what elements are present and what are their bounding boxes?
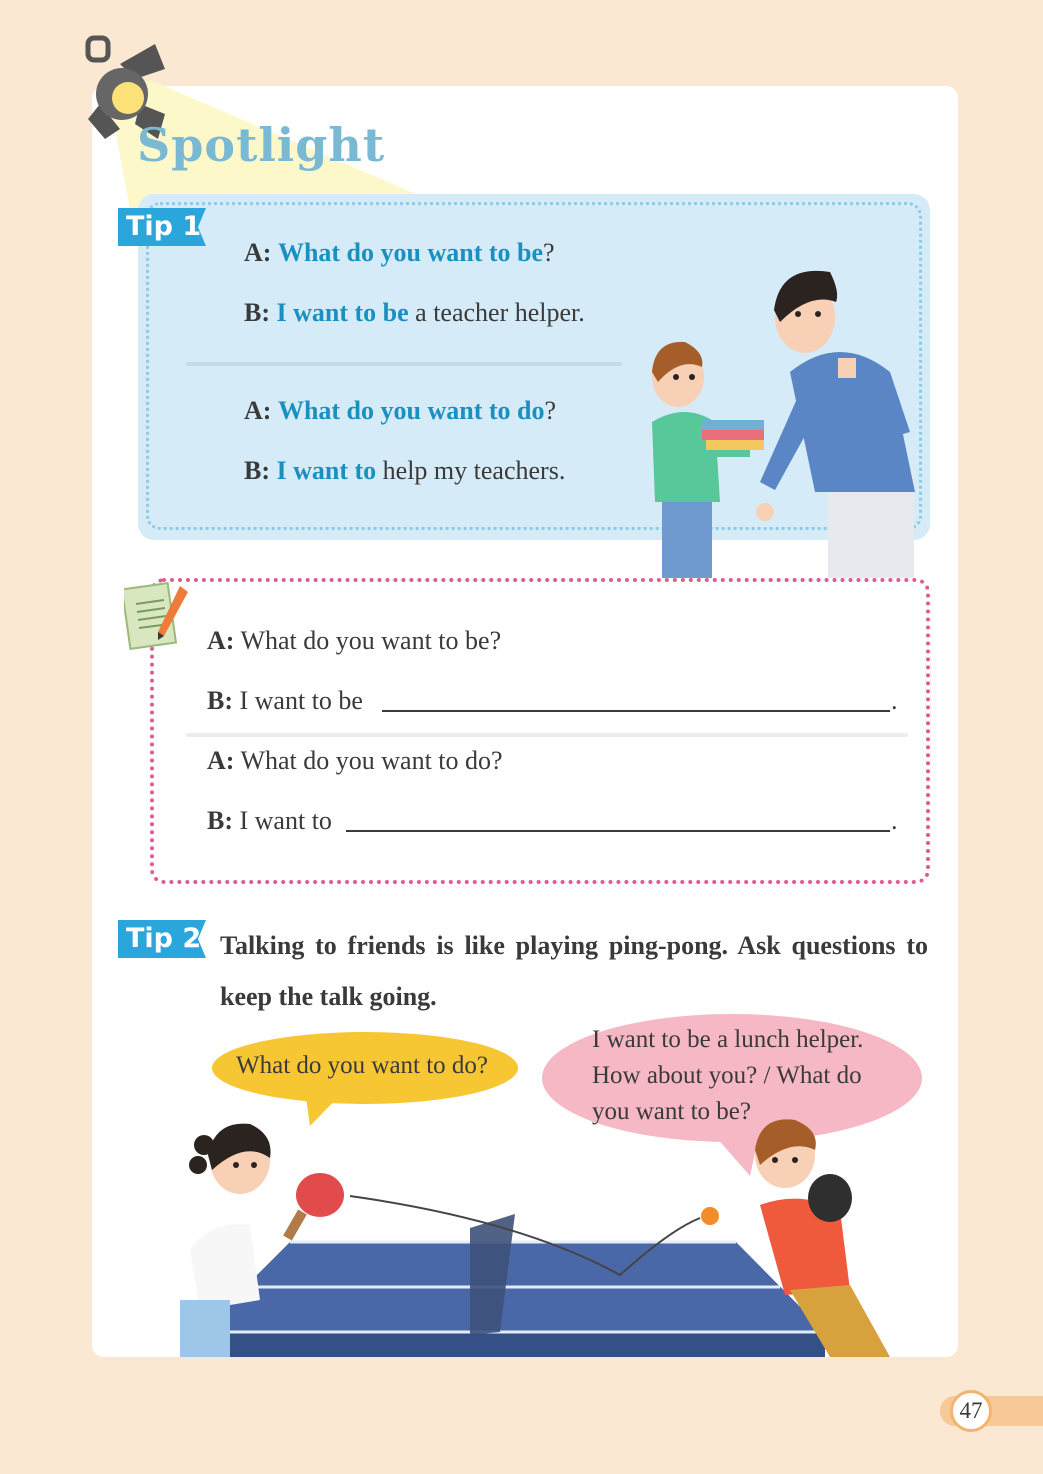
speaker-a: A: xyxy=(207,746,235,775)
tip1-badge-label: Tip 1 xyxy=(126,211,202,242)
answer-blank-1[interactable] xyxy=(382,710,890,712)
key-phrase: I want to xyxy=(276,456,377,485)
tip2-badge-label: Tip 2 xyxy=(126,923,202,954)
tip1-line-1 xyxy=(244,238,555,268)
teacher-student-illustration xyxy=(640,262,930,578)
practice-answer-2 xyxy=(207,806,332,836)
practice-divider xyxy=(186,733,908,737)
line-rest: help my teachers. xyxy=(376,456,566,485)
tip1-badge xyxy=(118,208,204,246)
tip1-divider xyxy=(186,362,622,366)
period: . xyxy=(891,686,898,715)
speaker-b: B: xyxy=(207,686,233,715)
tip2-badge xyxy=(118,920,204,958)
tip2-text: Talking to friends is like playing ping-pong. Ask questions to keep the talk going. xyxy=(220,931,928,1011)
page-number: 47 xyxy=(950,1390,992,1432)
ping-pong-illustration xyxy=(170,1110,900,1357)
speaker-b: B: xyxy=(244,456,270,485)
key-phrase: I want to be xyxy=(276,298,409,327)
speaker-a: A: xyxy=(244,238,272,267)
line-rest: ? xyxy=(543,238,555,267)
question-text: What do you want to do? xyxy=(234,746,503,775)
line-rest: a teacher helper. xyxy=(408,298,585,327)
bubble-right-line-2: How about you? / What do xyxy=(592,1062,862,1089)
tip1-line-2 xyxy=(244,298,585,328)
practice-question-2 xyxy=(207,746,503,776)
key-phrase: What do you want to do xyxy=(277,396,545,425)
answer-prompt: I want to xyxy=(233,806,332,835)
key-phrase: What do you want to be xyxy=(277,238,544,267)
question-text: What do you want to be? xyxy=(234,626,502,655)
line-rest: ? xyxy=(544,396,557,425)
answer-blank-2[interactable] xyxy=(346,830,890,832)
speaker-a: A: xyxy=(244,396,272,425)
practice-box xyxy=(150,578,930,884)
answer-prompt: I want to be xyxy=(233,686,363,715)
bubble-right-line-1: I want to be a lunch helper. xyxy=(592,1026,864,1053)
speaker-b: B: xyxy=(244,298,270,327)
page-title: Spotlight xyxy=(137,118,386,172)
tip1-line-4 xyxy=(244,456,565,486)
practice-answer-1 xyxy=(207,686,363,716)
notepad-pencil-icon xyxy=(124,578,190,650)
speaker-b: B: xyxy=(207,806,233,835)
speaker-a: A: xyxy=(207,626,235,655)
period: . xyxy=(891,806,898,835)
bubble-left-text: What do you want to do? xyxy=(236,1052,489,1079)
bubble-right-line-3: you want to be? xyxy=(592,1098,751,1125)
tip1-line-3 xyxy=(244,396,556,426)
practice-question-1 xyxy=(207,626,501,656)
